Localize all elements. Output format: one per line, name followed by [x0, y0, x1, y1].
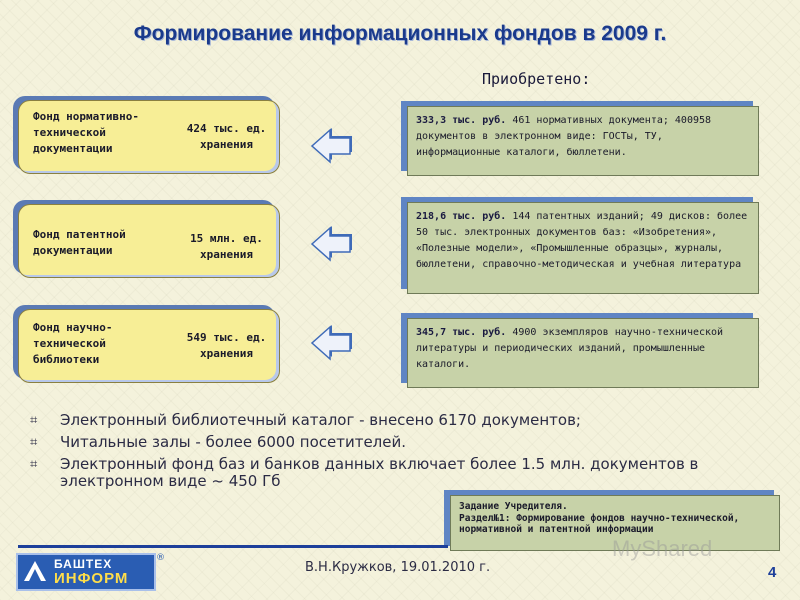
company-logo: [16, 553, 165, 591]
list-item: ⌗ Электронный фонд баз и банков данных включает более 1.5 млн. документов в электронном виде ~ 450 Гб: [30, 455, 699, 490]
list-item: ⌗ Читальные залы - более 6000 посетителей.: [30, 433, 407, 451]
fund-name: Фонд научно-технической библиотеки: [33, 321, 113, 366]
acquired-heading: Приобретено:: [482, 70, 591, 88]
bullet-icon: ⌗: [30, 435, 38, 450]
logo-line-2: ИНФОРМ: [54, 570, 129, 587]
fund-box-patent: [18, 204, 280, 278]
acquisition-sum: 333,3 тыс. руб.: [416, 115, 507, 126]
footer-divider: [18, 545, 448, 548]
fund-box-library: [18, 309, 280, 383]
acquisition-text: 461 нормативных документа; 400958 документов в электронном виде: ГОСТы, ТУ, информационные каталоги, бюллетени.: [416, 115, 712, 158]
fund-amount: 424 тыс. ед. хранения: [186, 122, 267, 151]
fund-name: Фонд патентной документации: [33, 228, 126, 257]
acquisition-box-library: [407, 318, 759, 388]
acquisition-box-patent: [407, 202, 759, 294]
arrow-left-icon: [308, 321, 356, 361]
arrow-left-icon: [308, 222, 356, 262]
task-line-2: Раздел№1: Формирование фондов научно-технической, нормативной и патентной информации: [459, 512, 740, 535]
bullet-icon: ⌗: [30, 413, 38, 428]
logo-mark-icon: [22, 559, 48, 583]
bullet-list: [30, 412, 750, 495]
bullet-icon: ⌗: [30, 457, 38, 472]
footer-author-date: В.Н.Кружков, 19.01.2010 г.: [305, 560, 491, 575]
fund-name: Фонд нормативно-технической документации: [33, 110, 139, 155]
acquisition-text: 4900 экземпляров научно-технической литературы и периодических изданий, промышленные каталоги.: [416, 327, 724, 370]
fund-box-normative: [18, 100, 280, 174]
fund-amount: 15 млн. ед. хранения: [190, 232, 263, 261]
arrow-left-icon: [308, 124, 356, 164]
task-line-1: Задание Учредителя.: [459, 501, 568, 512]
acquisition-text: 144 патентных изданий; 49 дисков: более 50 тыс. электронных документов баз: «Изобретения», «Полезные модели», «Промышленные образцы», журналы, бюллетени, справочно-методическая и учебная литература: [416, 211, 748, 270]
logo-line-1: БАШТЕХ: [54, 557, 113, 571]
page-number: 4: [768, 564, 777, 581]
fund-amount: 549 тыс. ед. хранения: [186, 331, 267, 360]
acquisition-sum: 345,7 тыс. руб.: [416, 327, 507, 338]
acquisition-sum: 218,6 тыс. руб.: [416, 211, 507, 222]
list-item: ⌗ Электронный библиотечный каталог - внесено 6170 документов;: [30, 411, 581, 429]
slide-title: Формирование информационных фондов в 2009 г.: [133, 22, 667, 45]
watermark-text: MyShared: [612, 536, 713, 561]
registered-mark: ®: [156, 553, 165, 563]
acquisition-box-normative: [407, 106, 759, 176]
